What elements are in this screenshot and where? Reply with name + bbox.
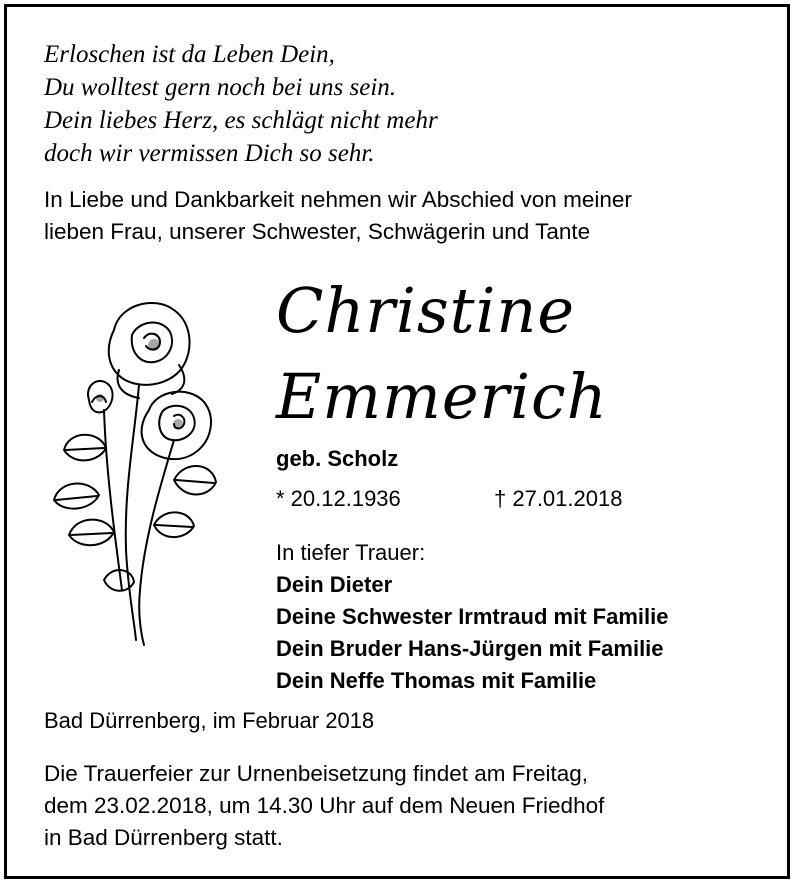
mourner-name: Deine Schwester Irmtraud mit Familie — [276, 604, 669, 629]
poem-line: doch wir vermissen Dich so sehr. — [44, 140, 375, 167]
poem — [44, 38, 438, 170]
funeral-info — [44, 758, 604, 854]
mourners-block — [276, 537, 668, 697]
poem-line: Dein liebes Herz, es schlägt nicht mehr — [44, 107, 438, 134]
poem-line: Erloschen ist da Leben Dein, — [44, 41, 335, 68]
intro-line: lieben Frau, unserer Schwester, Schwägerin und Tante — [44, 219, 591, 244]
death-date: † 27.01.2018 — [494, 486, 623, 511]
mourner-name: Dein Dieter — [276, 572, 393, 597]
birth-date: * 20.12.1936 — [276, 486, 401, 511]
deceased-first-name: Christine — [276, 274, 576, 347]
intro-line: In Liebe und Dankbarkeit nehmen wir Abschied von meiner — [44, 187, 632, 212]
mourner-name: Dein Neffe Thomas mit Familie — [276, 668, 597, 693]
mourner-name: Dein Bruder Hans-Jürgen mit Familie — [276, 636, 664, 661]
funeral-line: Die Trauerfeier zur Urnenbeisetzung findet am Freitag, — [44, 761, 589, 786]
funeral-line: dem 23.02.2018, um 14.30 Uhr auf dem Neuen Friedhof — [44, 793, 605, 818]
rose-illustration — [44, 290, 224, 650]
intro-text — [44, 184, 632, 248]
place-date: Bad Dürrenberg, im Februar 2018 — [44, 708, 375, 733]
funeral-line: in Bad Dürrenberg statt. — [44, 825, 283, 850]
poem-line: Du wolltest gern noch bei uns sein. — [44, 74, 397, 101]
mourners-heading: In tiefer Trauer: — [276, 540, 426, 565]
deceased-last-name: Emmerich — [276, 360, 608, 433]
maiden-name: geb. Scholz — [276, 446, 399, 471]
